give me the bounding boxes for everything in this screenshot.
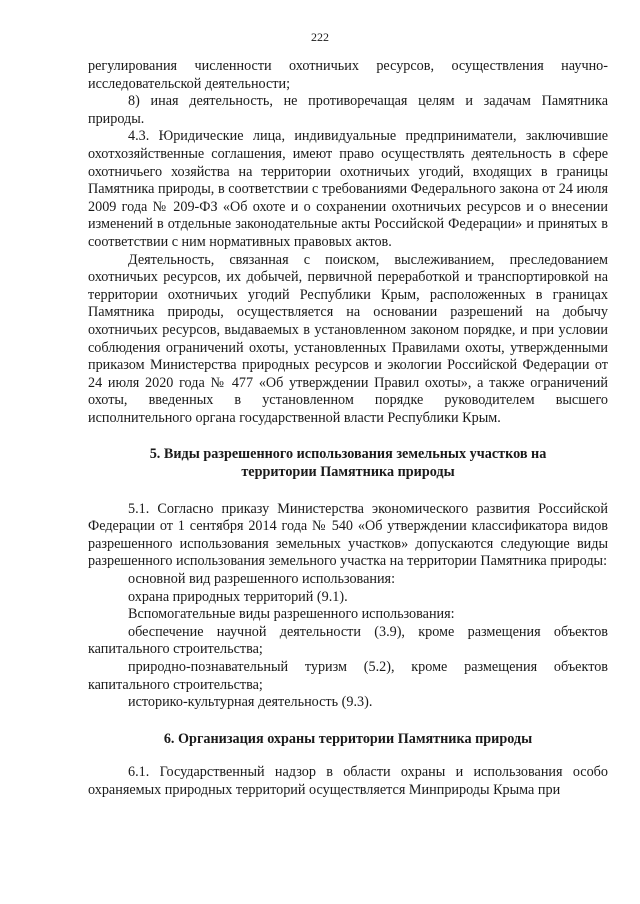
paragraph: историко-культурная деятельность (9.3). — [128, 694, 373, 711]
section-6-heading: 6. Организация охраны территории Памятника природы — [163, 730, 533, 747]
paragraph: 6.1. Государственный надзор в области охраны и использования особо охраняемых природных территорий осуществляется Минприроды Крыма при — [88, 764, 608, 798]
section-5-heading-line2: территории Памятника природы — [241, 464, 455, 481]
paragraph: природно-познавательный туризм (5.2), кроме размещения объектов капитального строительства; — [88, 659, 608, 693]
page-number: 222 — [311, 30, 329, 44]
section-5-heading-line1: 5. Виды разрешенного использования земельных участков на — [149, 446, 547, 463]
paragraph: 5.1. Согласно приказу Министерства экономического развития Российской Федерации от 1 сентября 2014 года № 540 «Об утверждении классификатора видов разрешенного использования земельных участков» допускаются следующие виды разрешенного использования земельного участка на территории Памятника природы: — [88, 500, 608, 570]
paragraph: охрана природных территорий (9.1). — [128, 588, 348, 605]
paragraph: 4.3. Юридические лица, индивидуальные предприниматели, заключившие охотхозяйственные соглашения, имеют право осуществлять деятельность в сфере охотничьего хозяйства на территории охотничьих угодий, входящих в границы Памятника природы, в соответствии с требованиями Федерального закона от 24 июля 2009 года № 209-ФЗ «Об охоте и о сохранении охотничьих ресурсов и о внесении изменений в отдельные законодательные акты Российской Федерации» и принятых в соответствии с ним нормативных правовых актов. — [88, 128, 608, 250]
paragraph: основной вид разрешенного использования: — [128, 571, 396, 588]
paragraph: 8) иная деятельность, не противоречащая целям и задачам Памятника природы. — [88, 93, 608, 127]
document-body — [88, 58, 608, 800]
paragraph: обеспечение научной деятельности (3.9), кроме размещения объектов капитального строительства; — [88, 623, 608, 658]
paragraph: Вспомогательные виды разрешенного использования: — [128, 606, 455, 623]
paragraph: Деятельность, связанная с поиском, выслеживанием, преследованием охотничьих ресурсов, их добычей, первичной переработкой и транспортировкой на территории охотничьих угодий Республики Крым, расположенных в границах Памятника природы, осуществляется на основании разрешений на добычу охотничьих ресурсов, выдаваемых в установленном законом порядке, и при условии соблюдения ограничений охоты, установленных Правилами охоты, утвержденными приказом Министерства природных ресурсов и экологии Российской Федерации от 24 июля 2020 года № 477 «Об утверждении Правил охоты», а также ограничений охоты, введенных в установленном порядке руководителем высшего исполнительного органа государственной власти Республики Крым. — [88, 251, 608, 426]
paragraph: регулирования численности охотничьих ресурсов, осуществления научно-исследовательской деятельности; — [88, 58, 608, 92]
section-5-heading — [88, 446, 608, 481]
